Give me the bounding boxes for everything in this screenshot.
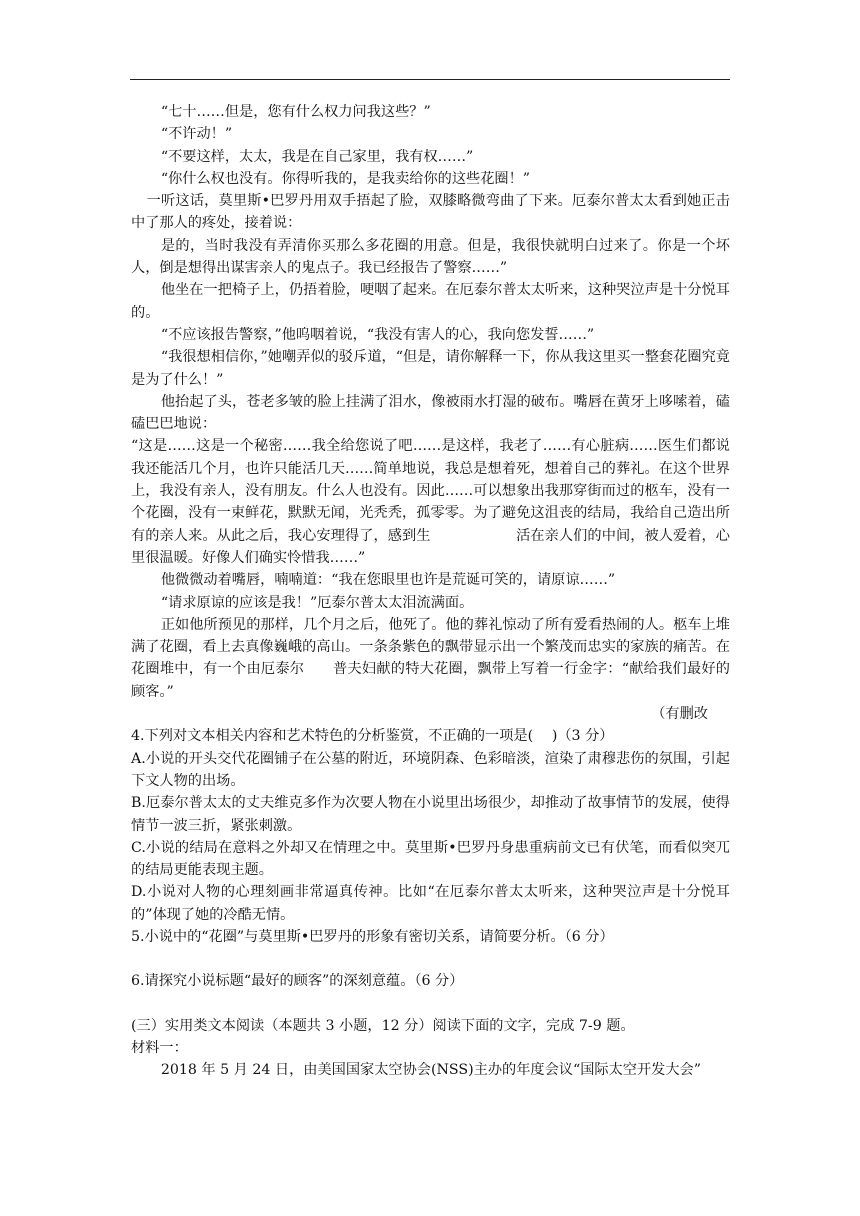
story-paragraph: “你什么权也没有。你得听我的，是我卖给你的这些花圈！” <box>160 170 531 187</box>
question-4-option-b: B.厄泰尔普太太的丈夫维克多作为次要人物在小说里出场很少，却推动了故事情节的发展，使得情节一波三折，紧张刺激。 <box>131 795 730 834</box>
story-paragraph: “不应该报告警察，”他呜咽着说，“我没有害人的心，我向您发誓……” <box>160 326 595 343</box>
story-paragraph: 他坐在一把椅子上，仍捂着脸，哽咽了起来。在厄泰尔普太太听来，这种哭泣声是十分悦耳的。 <box>131 282 730 321</box>
story-paragraph: “七十……但是，您有什么权力问我这些？” <box>160 104 431 120</box>
question-4-stem: 4.下列对文本相关内容和艺术特色的分析鉴赏，不正确的一项是( )（3 分） <box>131 728 614 745</box>
story-paragraph: 他抬起了头，苍老多皱的脸上挂满了泪水，像被雨水打湿的破布。嘴唇在黄牙上哆嗦着，磕磕巴巴地说： <box>131 393 730 433</box>
story-paragraph: 他微微动着嘴唇，喃喃道：“我在您眼里也许是荒诞可笑的，请原谅……” <box>160 572 616 589</box>
material-label: 材料一： <box>131 1039 188 1056</box>
story-paragraph: “这是……这是一个秘密……我全给您说了吧……是这样，我老了……有心脏病……医生们都说我还能活几个月，也许只能活几天……简单地说，我总是想着死，想着自己的葬礼。在这个世界上，我没有亲人，没有朋友。什么人也没有。因此……可以想象出我那穿街而过的柩车，没有一个花圈，没有一束鲜花，默默无闻，光秃秃，孤零零。为了避免这沮丧的结局，我给自己造出所有的亲人来。从此之后，我心安理得了，感到生 活在亲人们的中间，被人爱着，心里很温暖。好像人们确实怜惜我……” <box>131 438 730 566</box>
story-paragraph: “我很想相信你，”她嘲弄似的驳斥道，“但是，请你解释一下，你从我这里买一整套花圈究竟是为了什么！” <box>131 349 730 388</box>
question-6: 6.请探究小说标题“最好的顾客”的深刻意蕴。（6 分） <box>131 973 464 990</box>
story-paragraph: “请求原谅的应该是我！”厄泰尔普太太泪流满面。 <box>160 594 474 611</box>
question-5: 5.小说中的“花圈”与莫里斯•巴罗丹的形象有密切关系，请简要分析。（6 分） <box>131 928 614 945</box>
section-3-heading: (三）实用类文本阅读（本题共 3 小题，12 分）阅读下面的文字，完成 7-9 题。 <box>131 1017 635 1034</box>
page-content <box>131 101 730 1081</box>
question-4-option-c: C.小说的结局在意料之外却又在情理之中。莫里斯•巴罗丹身患重病前文已有伏笔，而看似突兀的结局更能表现主题。 <box>131 839 730 879</box>
question-4-option-a: A.小说的开头交代花圈铺子在公墓的附近，环境阴森、色彩暗淡，渲染了肃穆悲伤的氛围，引起下文人物的出场。 <box>131 750 730 789</box>
story-paragraph: “不许动！” <box>160 126 233 143</box>
story-paragraph: “不要这样，太太，我是在自己家里，我有权……” <box>160 148 474 165</box>
answer-space <box>131 993 730 1015</box>
header-rule <box>130 79 730 80</box>
question-4-option-d: D.小说对人物的心理刻画非常逼真传神。比如“在厄泰尔普太太听来，这种哭泣声是十分悦耳的”体现了她的冷酷无情。 <box>131 884 730 923</box>
story-paragraph: 是的，当时我没有弄清你买那么多花圈的用意。但是，我很快就明白过来了。你是一个坏人，倒是想得出谋害亲人的鬼点子。我已经报告了警察……” <box>131 237 730 277</box>
material-first-line: 2018 年 5 月 24 日，由美国国家太空协会(NSS)主办的年度会议“国际太空开发大会” <box>160 1062 701 1079</box>
story-paragraph: 一听这话，莫里斯•巴罗丹用双手捂起了脸，双膝略微弯曲了下来。厄泰尔普太太看到她正击中了那人的疼处，接着说： <box>131 193 730 232</box>
story-paragraph: 正如他所预见的那样，几个月之后，他死了。他的葬礼惊动了所有爱看热闹的人。柩车上堆满了花圈，看上去真像巍峨的高山。一条条紫色的飘带显示出一个繁茂而忠实的家族的痛苦。在花圈堆中，有一个由厄泰尔 普夫妇献的特大花圈，飘带上写着一行金字：“献给我们最好的顾客。” <box>131 616 730 700</box>
answer-space <box>131 948 730 970</box>
source-note: （有删改 <box>651 706 708 723</box>
